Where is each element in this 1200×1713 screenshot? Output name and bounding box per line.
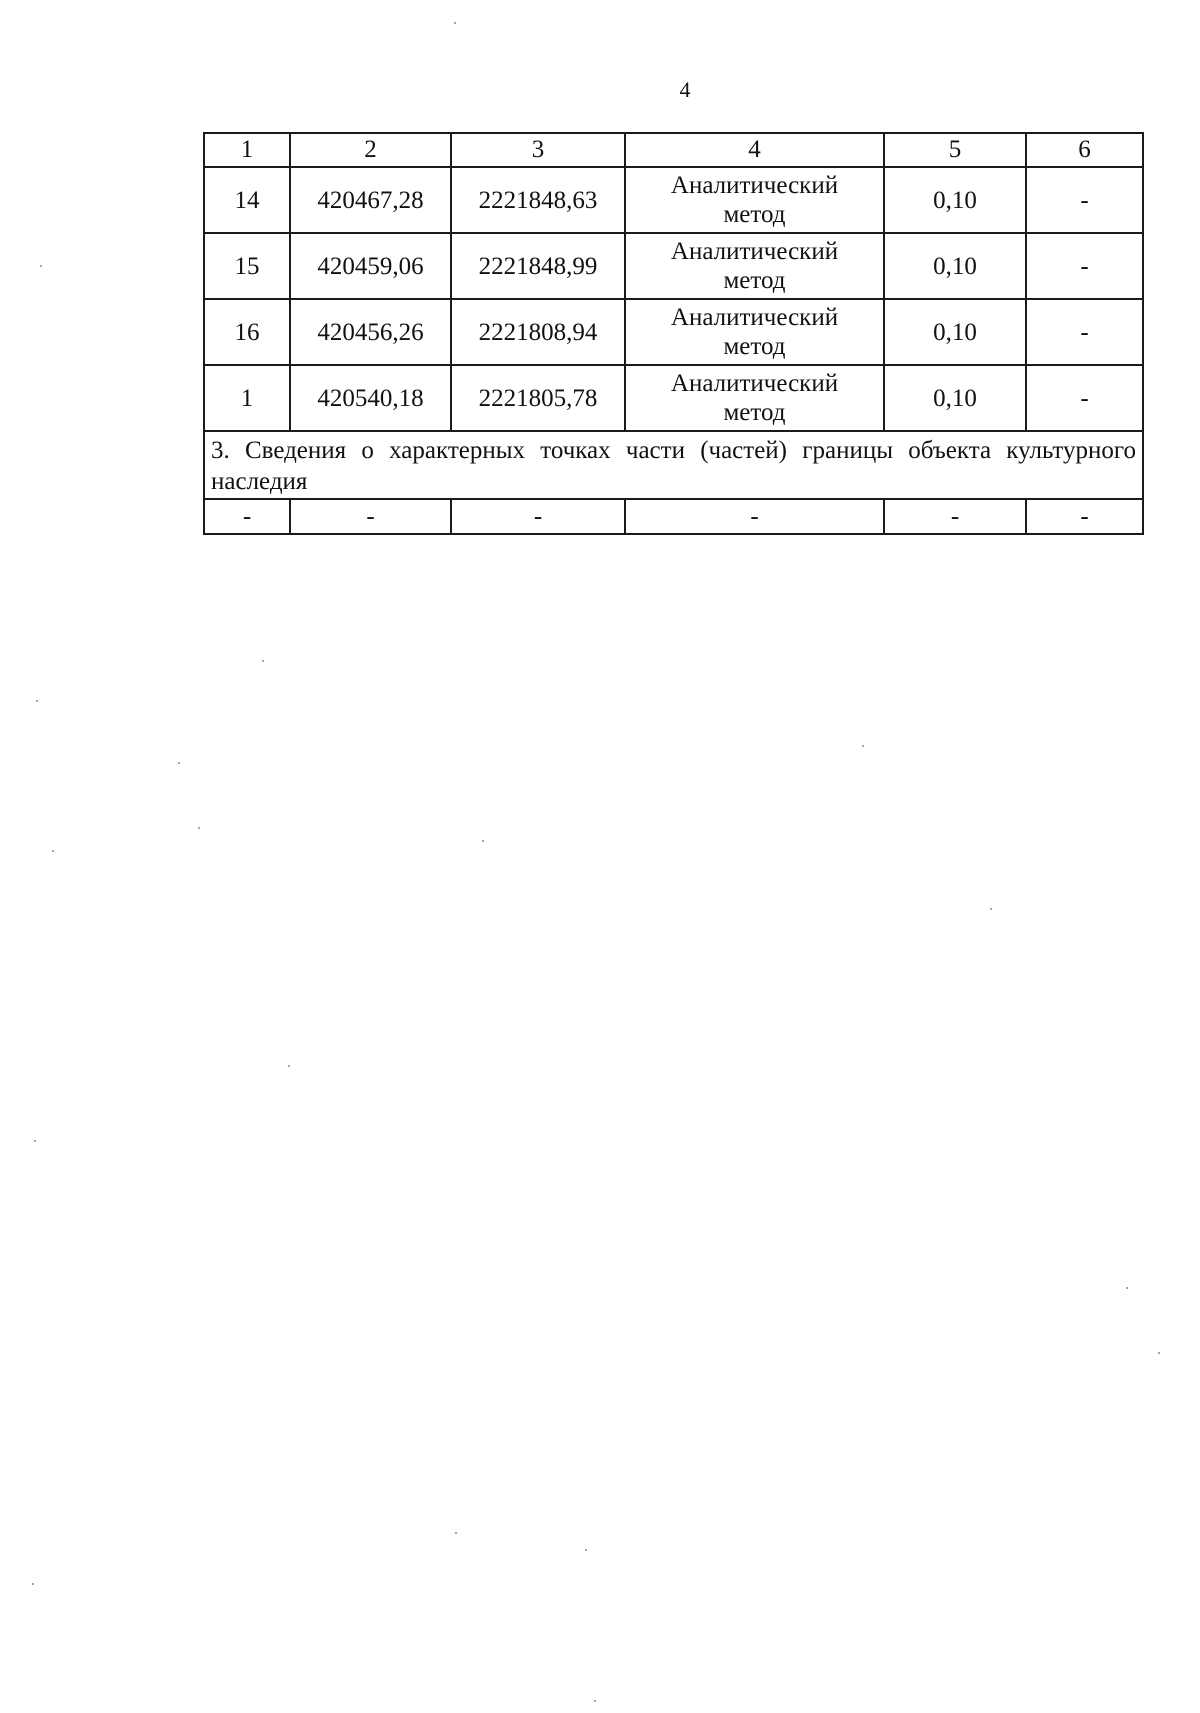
- accuracy-cell: 0,10: [884, 233, 1026, 299]
- scan-speck: [585, 1549, 587, 1551]
- point-number-cell: 16: [204, 299, 290, 365]
- scan-speck: [52, 850, 54, 852]
- scan-speck: [862, 745, 864, 747]
- scan-speck: [482, 840, 484, 842]
- empty-value-cell: -: [1026, 499, 1143, 534]
- empty-value-cell: -: [204, 499, 290, 534]
- column-number-5: 5: [884, 133, 1026, 167]
- scan-speck: [198, 827, 200, 829]
- method-cell: [625, 299, 884, 365]
- boundary-points-table: [203, 132, 1144, 535]
- scan-speck: [40, 265, 42, 267]
- point-number-cell: 15: [204, 233, 290, 299]
- note-cell: -: [1026, 233, 1143, 299]
- empty-value-cell: -: [451, 499, 625, 534]
- note-cell: -: [1026, 365, 1143, 431]
- section-3-heading: 3. Сведения о характерных точках части (частей) границы объекта культурного наследия: [204, 431, 1143, 499]
- table-header-row: [204, 133, 1143, 167]
- x-coordinate-cell: 420540,18: [290, 365, 451, 431]
- scan-speck: [34, 1140, 36, 1142]
- y-coordinate-cell: 2221848,99: [451, 233, 625, 299]
- method-line-1: Аналитический: [670, 172, 839, 199]
- x-coordinate-cell: 420456,26: [290, 299, 451, 365]
- scan-speck: [1126, 1287, 1128, 1289]
- method-line-1: Аналитический: [670, 370, 839, 397]
- scan-speck: [455, 1532, 457, 1534]
- method-cell: [625, 167, 884, 233]
- column-number-3: 3: [451, 133, 625, 167]
- note-cell: -: [1026, 299, 1143, 365]
- accuracy-cell: 0,10: [884, 299, 1026, 365]
- method-line-2: метод: [723, 399, 786, 426]
- scan-speck: [178, 762, 180, 764]
- y-coordinate-cell: 2221805,78: [451, 365, 625, 431]
- section-heading-row: [204, 431, 1143, 499]
- table-row: [204, 233, 1143, 299]
- table-row: [204, 499, 1143, 534]
- method-line-2: метод: [723, 201, 786, 228]
- y-coordinate-cell: 2221848,63: [451, 167, 625, 233]
- method-line-2: метод: [723, 333, 786, 360]
- scan-speck: [990, 908, 992, 910]
- method-cell: [625, 233, 884, 299]
- method-cell: [625, 365, 884, 431]
- column-number-1: 1: [204, 133, 290, 167]
- note-cell: -: [1026, 167, 1143, 233]
- column-number-2: 2: [290, 133, 451, 167]
- scan-speck: [288, 1065, 290, 1067]
- x-coordinate-cell: 420467,28: [290, 167, 451, 233]
- column-number-4: 4: [625, 133, 884, 167]
- table-row: [204, 299, 1143, 365]
- page-number: 4: [679, 77, 691, 102]
- accuracy-cell: 0,10: [884, 365, 1026, 431]
- scan-speck: [594, 1700, 596, 1702]
- method-line-1: Аналитический: [670, 238, 839, 265]
- empty-value-cell: -: [290, 499, 451, 534]
- point-number-cell: 1: [204, 365, 290, 431]
- point-number-cell: 14: [204, 167, 290, 233]
- x-coordinate-cell: 420459,06: [290, 233, 451, 299]
- scan-speck: [32, 1583, 34, 1585]
- accuracy-cell: 0,10: [884, 167, 1026, 233]
- y-coordinate-cell: 2221808,94: [451, 299, 625, 365]
- table-row: [204, 167, 1143, 233]
- method-line-1: Аналитический: [670, 304, 839, 331]
- table-row: [204, 365, 1143, 431]
- empty-value-cell: -: [625, 499, 884, 534]
- scan-speck: [454, 22, 456, 24]
- empty-value-cell: -: [884, 499, 1026, 534]
- scan-speck: [36, 700, 38, 702]
- scan-speck: [1158, 1352, 1160, 1354]
- column-number-6: 6: [1026, 133, 1143, 167]
- method-line-2: метод: [723, 267, 786, 294]
- scan-speck: [262, 660, 264, 662]
